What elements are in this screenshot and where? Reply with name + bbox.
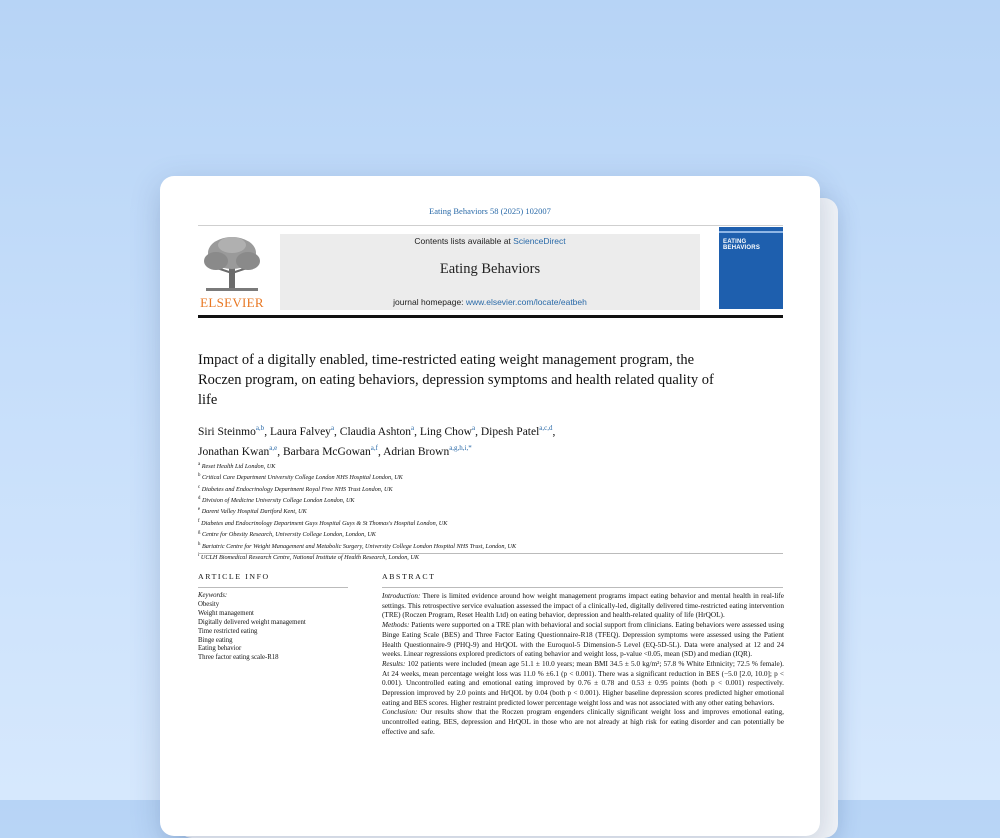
affiliation-key: f (198, 518, 200, 524)
elsevier-tree-icon (200, 233, 264, 293)
abstract-section-text: Patients were supported on a TRE plan with behavioral and social support from clinicians. Eating behaviors were assessed using Binge Eating Scale (BES) and Three Factor Eating Questionnaire-R18 (TFEQ). Depression symptoms were assessed using the Patient Health Questionnaire-9 (PHQ-9) and HrQOL with the Euroquol-5 Dimension-5 Level (EQ-5D-5L). Data were analysed at 12 and 24 weeks. Linear regressions explored predictors of eating behavior and weight loss, p-value <0.05, mean (SD) and median (IQR). (382, 621, 784, 659)
author-list (198, 420, 758, 460)
homepage-line (280, 297, 700, 307)
cover-title: EATING BEHAVIORS (723, 239, 761, 251)
affiliation-text: Centre for Obesity Research, University College London, London, UK (201, 531, 376, 539)
keyword-item: Binge eating (198, 636, 233, 644)
author-separator: , (552, 425, 556, 438)
affiliation-text: Reset Health Ltd London, UK (201, 463, 276, 471)
author-affiliation-marks[interactable]: a,f (370, 443, 378, 452)
author-name[interactable]: Siri Steinmo (198, 425, 256, 438)
keyword-item: Obesity (198, 600, 220, 608)
affiliation-item (198, 460, 758, 471)
author[interactable] (420, 426, 481, 438)
author-name[interactable]: Laura Falvey (269, 425, 331, 438)
author[interactable] (383, 443, 472, 458)
author-affiliation-marks[interactable]: a (411, 424, 415, 432)
affiliation-key: a (198, 462, 201, 467)
author-separator: , (334, 425, 340, 438)
affiliation-item (198, 540, 758, 551)
affiliation-key: g (198, 530, 201, 536)
affiliation-item (198, 494, 758, 505)
author-affiliation-marks[interactable]: a,c,d (539, 424, 553, 432)
contents-prefix: Contents lists available at (414, 236, 514, 246)
affiliation-key: i (198, 552, 200, 558)
abstract-section (382, 592, 784, 621)
affiliation-text: Division of Medicine University College London London, UK (201, 497, 355, 505)
homepage-prefix: journal homepage: (393, 297, 466, 307)
author-separator: , (475, 425, 481, 438)
abstract-body (382, 592, 784, 738)
author-name[interactable]: Ling Chow (419, 425, 472, 438)
author-affiliation-marks[interactable]: a (471, 424, 476, 432)
publisher-logo (198, 233, 266, 311)
author-name[interactable]: Barbara McGowan (282, 445, 371, 458)
author[interactable] (198, 443, 283, 458)
affiliation-text: UCLH Biomedical Research Centre, National Institute of Health Research, London, UK (200, 553, 419, 561)
affiliation-key: d (198, 496, 201, 502)
header-divider (198, 225, 783, 226)
article-info-divider (198, 587, 348, 588)
article-info-heading: ARTICLE INFO (198, 572, 270, 581)
affiliation-list (198, 460, 758, 562)
author-name[interactable]: Claudia Ashton (339, 425, 412, 438)
keywords-label: Keywords: (198, 592, 228, 599)
abstract-section-text: 102 patients were included (mean age 51.1 ± 10.0 years; mean BMI 34.5 ± 5.0 kg/m²; 57.8 % White Ethnicity; 72.5 % female). At 24 weeks, mean percentage weight loss was 11.0 % ±6.1 (p < 0.001). There was a significant reduction in BES (−5.0 [2.0, 10.0]; p < 0.001). Uncontrolled eating and emotional eating improved by 0.76 ± 0.78 and 0.53 ± 0.95 points (both p < 0.001) respectively. Depression improved by 2.0 points and HrQOL by 0.04 (both p < 0.001). Higher baseline depression scores predicted higher emotional eating and BES scores. Higher restraint predicted lower percentage weight loss and was not associated with any other eating behaviors. (382, 659, 784, 707)
author-separator: , (277, 445, 283, 458)
keyword-list (198, 601, 358, 663)
sciencedirect-link[interactable]: ScienceDirect (513, 236, 566, 246)
affiliation-key: e (198, 507, 201, 513)
abstract-section (382, 708, 784, 737)
affiliation-key: h (198, 541, 201, 547)
author-name[interactable]: Jonathan Kwan (198, 445, 270, 458)
journal-citation[interactable]: Eating Behaviors 58 (2025) 102007 (429, 206, 551, 216)
author-separator: , (264, 425, 270, 438)
affiliation-key: c (198, 484, 201, 490)
keyword-item: Three factor eating scale-R18 (198, 654, 279, 662)
paper-title: Impact of a digitally enabled, time-restricted eating weight management program, the Roczen program, on eating behaviors, depression symptoms and health related quality of life (198, 352, 714, 408)
affiliation-item (198, 517, 758, 528)
affiliation-text: Critical Care Department University College London NHS Hospital London, UK (201, 474, 403, 482)
abstract-section-label: Methods: (382, 621, 410, 630)
author[interactable] (481, 426, 556, 438)
elsevier-wordmark: ELSEVIER (200, 295, 264, 310)
journal-masthead (280, 234, 700, 310)
author-affiliation-marks[interactable]: a,e (269, 443, 278, 452)
abstract-section (382, 621, 784, 660)
keywords-block (198, 592, 358, 663)
abstract-divider (382, 587, 783, 588)
affiliation-text: Darent Valley Hospital Dartford Kent, UK (201, 508, 307, 516)
author-separator: , (377, 445, 384, 458)
affiliation-text: Diabetes and Endocrinology Department Royal Free NHS Trust London, UK (201, 485, 393, 493)
author-name[interactable]: Adrian Brown (383, 445, 450, 458)
abstract-section-label: Results: (382, 659, 406, 668)
affiliation-item (198, 505, 758, 516)
author-affiliation-marks[interactable]: a,b (255, 424, 265, 432)
author[interactable] (340, 426, 420, 438)
affiliation-text: Bariatric Centre for Weight Management and Metabolic Surgery, University College London Hospital NHS Trust, London, UK (201, 542, 517, 550)
journal-cover-image (719, 227, 783, 309)
author[interactable] (282, 443, 384, 458)
journal-title: Eating Behaviors (439, 261, 541, 277)
paper-preview-card (160, 176, 820, 836)
keyword-item: Time restricted eating (198, 627, 258, 635)
author-affiliation-marks[interactable]: a,g,h,i,* (449, 443, 472, 452)
abstract-section-label: Introduction: (382, 592, 421, 600)
affiliation-key: b (198, 473, 201, 479)
author-separator: , (414, 425, 420, 438)
abstract-section (382, 660, 784, 709)
contents-line (280, 236, 700, 246)
abstract-section-text: There is limited evidence around how weight management programs impact eating behavior and mental health in real-life settings. This retrospective service evaluation assessed the impact of a clinically-led, digitally delivered time-restricted eating intervention (TRE) (Roczen Program, Reset Health Ltd) on eating behavior, depression and health-related quality of life (HrQOL). (382, 592, 784, 620)
author-name[interactable]: Dipesh Patel (480, 425, 540, 438)
affiliation-item (198, 483, 758, 494)
masthead-divider (198, 315, 783, 318)
abstract-section-text: Our results show that the Roczen program engenders clinically significant weight loss and improves emotional eating, uncontrolled eating, BES, depression and HrQOL in those who are not already at high risk for eating disorder and can potentially be effective and safe. (382, 708, 784, 736)
author[interactable] (198, 426, 270, 438)
abstract-section-label: Conclusion: (382, 708, 418, 717)
section-divider (198, 553, 783, 554)
affiliation-item (198, 471, 758, 482)
keyword-item: Weight management (198, 609, 254, 617)
cover-band (719, 231, 783, 233)
keyword-item: Eating behavior (198, 645, 242, 653)
journal-homepage-link[interactable]: www.elsevier.com/locate/eatbeh (465, 297, 587, 307)
author[interactable] (270, 426, 340, 438)
abstract-heading: ABSTRACT (382, 572, 436, 581)
affiliation-item (198, 528, 758, 539)
author-affiliation-marks[interactable]: a (330, 424, 335, 432)
affiliation-text: Diabetes and Endocrinology Department Guys Hospital Guys & St Thomas's Hospital London, UK (201, 519, 448, 527)
keyword-item: Digitally delivered weight management (198, 618, 306, 626)
